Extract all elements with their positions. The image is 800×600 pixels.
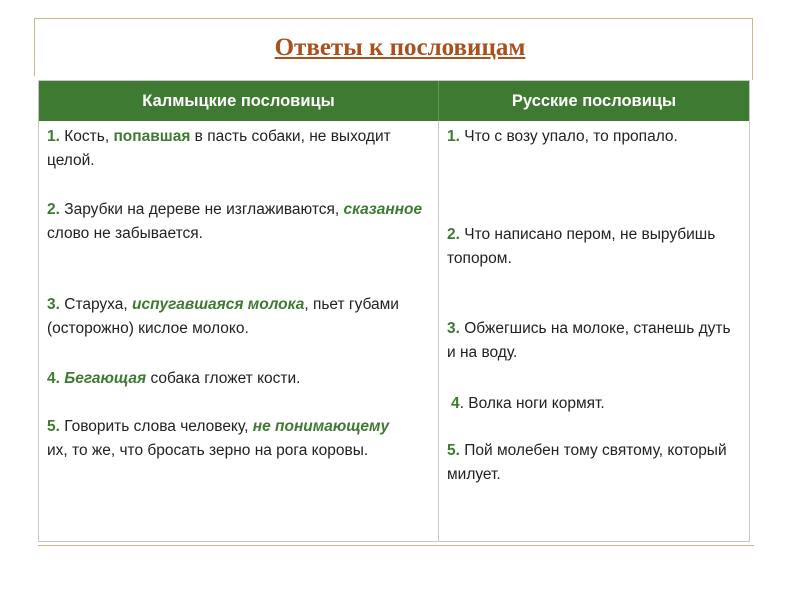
header-kalmyk: Калмыцкие пословицы	[39, 81, 439, 121]
russian-proverb-5	[447, 439, 737, 487]
highlighted-word: не понимающему	[252, 418, 390, 435]
frame-top-line	[34, 18, 752, 19]
kalmyk-proverb-3	[47, 293, 432, 341]
russian-proverb-2	[447, 223, 737, 271]
table-header-row	[39, 81, 749, 121]
item-number: 1.	[47, 128, 60, 145]
item-number: 3.	[447, 320, 460, 337]
highlighted-word: сказанное	[343, 201, 423, 218]
kalmyk-proverb-4	[47, 367, 427, 391]
proverb-text: их, то же, что бросать зерно на рога коровы.	[47, 442, 369, 459]
item-number: 4	[451, 395, 460, 412]
proverb-text: собака гложет кости.	[146, 370, 301, 387]
russian-column	[439, 121, 749, 541]
item-number: 2.	[447, 226, 460, 243]
proverb-text: Обжегшись на молоке, станешь дуть и на воду.	[447, 320, 731, 361]
proverb-text: Зарубки на дереве не изглаживаются,	[59, 201, 344, 218]
proverb-text: в пасть собаки, не выходит целой.	[47, 128, 391, 169]
russian-proverb-4	[451, 392, 737, 416]
kalmyk-proverb-1	[47, 125, 427, 173]
proverb-text: Пой молебен тому святому, который милует.	[447, 442, 727, 483]
proverb-text: , пьет губами (осторожно) кислое молоко.	[47, 296, 399, 337]
item-number: 5.	[447, 442, 460, 459]
russian-proverb-3	[447, 317, 737, 365]
highlighted-word: испугавшаяся молока	[132, 296, 305, 313]
item-number: 3.	[47, 296, 60, 313]
proverb-text: Говорить слова человеку,	[59, 418, 253, 435]
proverb-text: слово не забывается.	[47, 225, 203, 242]
page-title: Ответы к пословицам	[274, 34, 526, 61]
proverb-text: Старуха,	[59, 296, 132, 313]
item-number: 2.	[47, 201, 60, 218]
proverbs-table	[38, 80, 750, 542]
highlighted-word: попавшая	[113, 128, 191, 145]
frame-bottom-line	[38, 545, 754, 546]
proverb-text: Кость,	[59, 128, 114, 145]
item-number: 1.	[447, 128, 460, 145]
proverb-text: . Волка ноги кормят.	[459, 395, 605, 412]
russian-proverb-1	[447, 125, 737, 149]
kalmyk-proverb-2	[47, 198, 427, 246]
item-number: 5.	[47, 418, 60, 435]
proverb-text: Что с возу упало, то пропало.	[459, 128, 678, 145]
table-body-row	[39, 121, 749, 541]
item-number: 4.	[47, 370, 60, 387]
kalmyk-proverb-5	[47, 415, 412, 463]
highlighted-word: Бегающая	[64, 370, 147, 387]
header-russian: Русские пословицы	[511, 91, 677, 110]
kalmyk-column	[39, 121, 439, 541]
proverb-text: Что написано пером, не вырубишь топором.	[447, 226, 716, 267]
